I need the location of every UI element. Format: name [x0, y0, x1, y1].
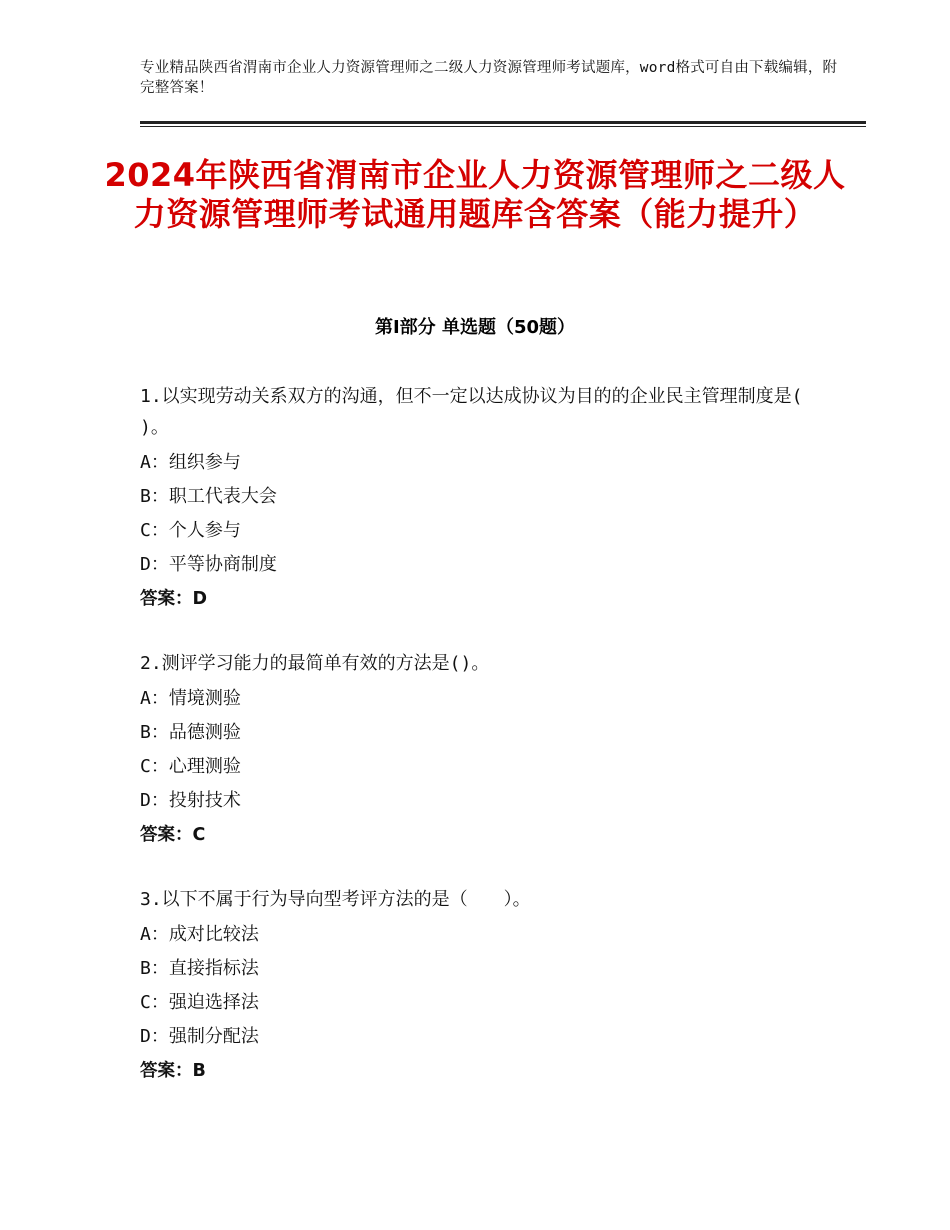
header-note: 专业精品陕西省渭南市企业人力资源管理师之二级人力资源管理师考试题库，word格式可自由下载编辑，附完整答案！: [140, 60, 838, 96]
question-3: [140, 884, 820, 1088]
option-a: A：组织参与: [140, 452, 241, 473]
option-c: C：心理测验: [140, 756, 241, 777]
option-a: A：情境测验: [140, 688, 241, 709]
option-d: D：投射技术: [140, 790, 241, 811]
option-a: A：成对比较法: [140, 924, 259, 945]
section-heading: 第Ⅰ部分 单选题（50题）: [374, 317, 575, 338]
header-rule-thick: [140, 121, 866, 124]
option-d: D：强制分配法: [140, 1026, 259, 1047]
option-c: C：强迫选择法: [140, 992, 259, 1013]
option-b: B：品德测验: [140, 722, 241, 743]
option-b: B：直接指标法: [140, 958, 259, 979]
question-list: [140, 381, 820, 1120]
option-c: C：个人参与: [140, 520, 241, 541]
header-rule-thin: [140, 126, 866, 127]
answer-line: 答案：B: [140, 1061, 206, 1081]
question-stem: 2.测评学习能力的最简单有效的方法是()。: [140, 653, 490, 674]
answer-line: 答案：C: [140, 825, 206, 845]
option-b: B：职工代表大会: [140, 486, 277, 507]
question-stem: 3.以下不属于行为导向型考评方法的是（ ）。: [140, 889, 531, 910]
answer-line: 答案：D: [140, 589, 208, 609]
question-1: [140, 381, 820, 616]
document-title: 2024年陕西省渭南市企业人力资源管理师之二级人力资源管理师考试通用题库含答案（能力提升）: [104, 156, 846, 233]
question-2: [140, 648, 820, 852]
option-d: D：平等协商制度: [140, 554, 277, 575]
question-stem: 1.以实现劳动关系双方的沟通，但不一定以达成协议为目的的企业民主管理制度是( )。: [140, 386, 803, 438]
